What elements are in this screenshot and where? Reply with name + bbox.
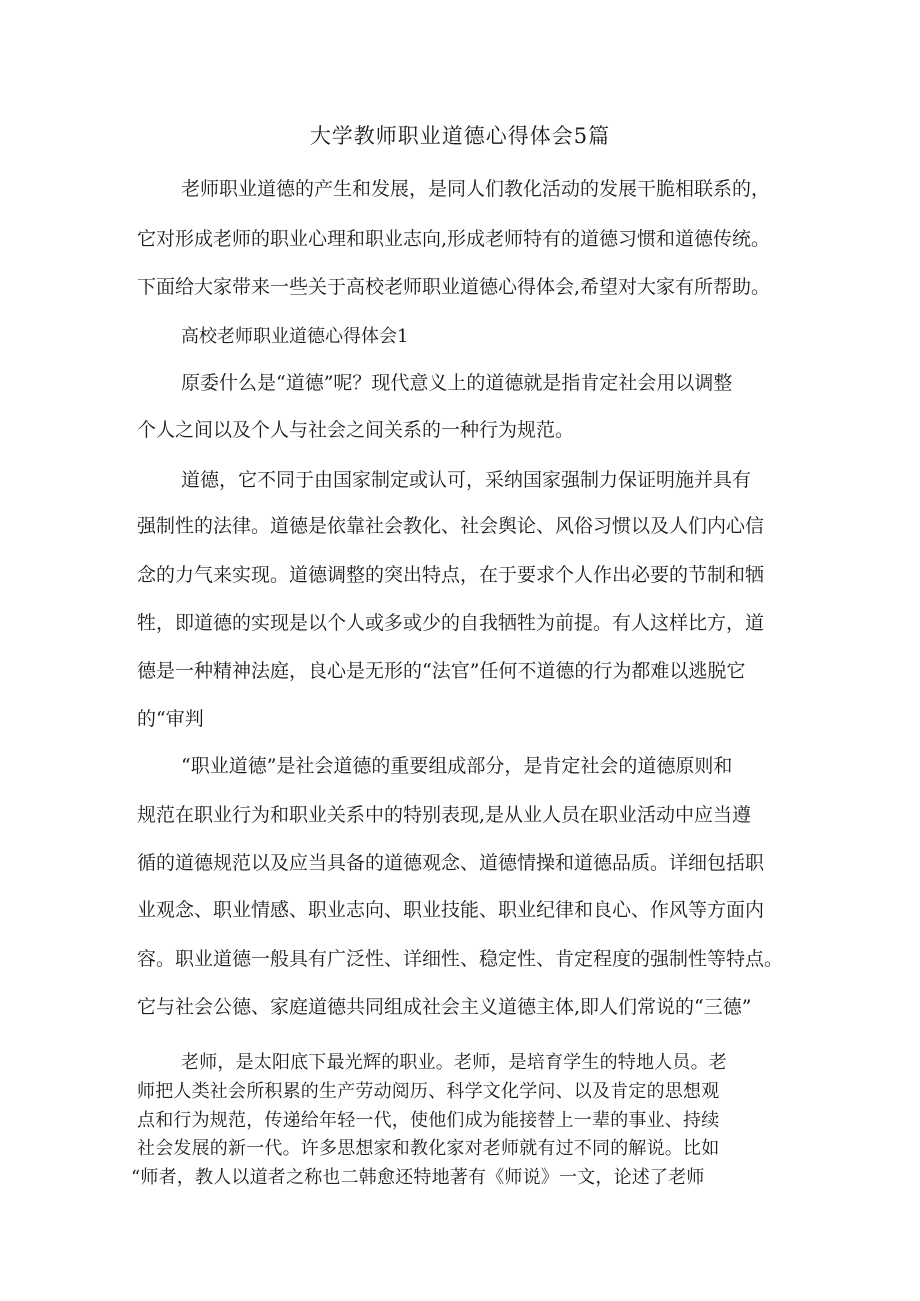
text-line: “师者，教人以道者之称也二韩愈还特地著有《师说》一文，论述了老师 bbox=[131, 1167, 705, 1188]
text-line: 它对形成老师的职业心理和职业志向,形成老师特有的道德习惯和道德传统。 bbox=[137, 228, 771, 250]
text-line: 个人之间以及个人与社会之间关系的一种行为规范。 bbox=[137, 419, 575, 441]
document-title: 大学教师职业道德心得体会5篇 bbox=[309, 124, 611, 148]
section-heading: 高校老师职业道德心得体会1 bbox=[181, 326, 409, 347]
text-line: 原委什么是“道德”呢？现代意义上的道德就是指肯定社会用以调整 bbox=[181, 372, 733, 394]
text-line: 强制性的法律。道德是依靠社会教化、社会舆论、风俗习惯以及人们内心信 bbox=[137, 515, 765, 537]
text-line: 社会发展的新一代。许多思想家和教化家对老师就有过不同的解说。比如 bbox=[137, 1138, 720, 1159]
text-line: 循的道德规范以及应当具备的道德观念、道德情操和道德品质。详细包括职 bbox=[137, 852, 765, 874]
text-line: 下面给大家带来一些关于高校老师职业道德心得体会,希望对大家有所帮助。 bbox=[137, 276, 771, 298]
text-line: 业观念、职业情感、职业志向、职业技能、职业纪律和良心、作风等方面内 bbox=[137, 899, 765, 921]
text-line: 老师，是太阳底下最光辉的职业。老师，是培育学生的特地人员。老 bbox=[181, 1052, 727, 1073]
text-line: 的“审判 bbox=[137, 708, 204, 730]
text-line: 德是一种精神法庭，良心是无形的“法官”任何不道德的行为都难以逃脱它 bbox=[137, 660, 746, 682]
text-line: 容。职业道德一般具有广泛性、详细性、稳定性、肯定程度的强制性等特点。 bbox=[137, 948, 784, 970]
text-line: 师把人类社会所积累的生产劳动阅历、科学文化学问、以及肯定的思想观 bbox=[137, 1081, 720, 1102]
text-line: 念的力气来实现。道德调整的突出特点，在于要求个人作出必要的节制和牺 bbox=[137, 564, 765, 586]
text-line: “职业道德”是社会道德的重要组成部分，是肯定社会的道德原则和 bbox=[181, 755, 733, 777]
text-line: 点和行为规范，传递给年轻一代，使他们成为能接替上一辈的事业、持续 bbox=[137, 1110, 720, 1131]
text-line: 道德，它不同于由国家制定或认可，采纳国家强制力保证明施并具有 bbox=[181, 469, 752, 491]
text-line: 它与社会公德、家庭道德共同组成社会主义道德主体,即人们常说的“三德” bbox=[137, 996, 752, 1018]
text-line: 老师职业道德的产生和发展，是同人们教化活动的发展干脆相联系的， bbox=[181, 178, 771, 200]
text-line: 规范在职业行为和职业关系中的特别表现,是从业人员在职业活动中应当遵 bbox=[137, 804, 752, 826]
text-line: 牲，即道德的实现是以个人或多或少的自我牺牲为前提。有人这样比方，道 bbox=[137, 612, 765, 634]
